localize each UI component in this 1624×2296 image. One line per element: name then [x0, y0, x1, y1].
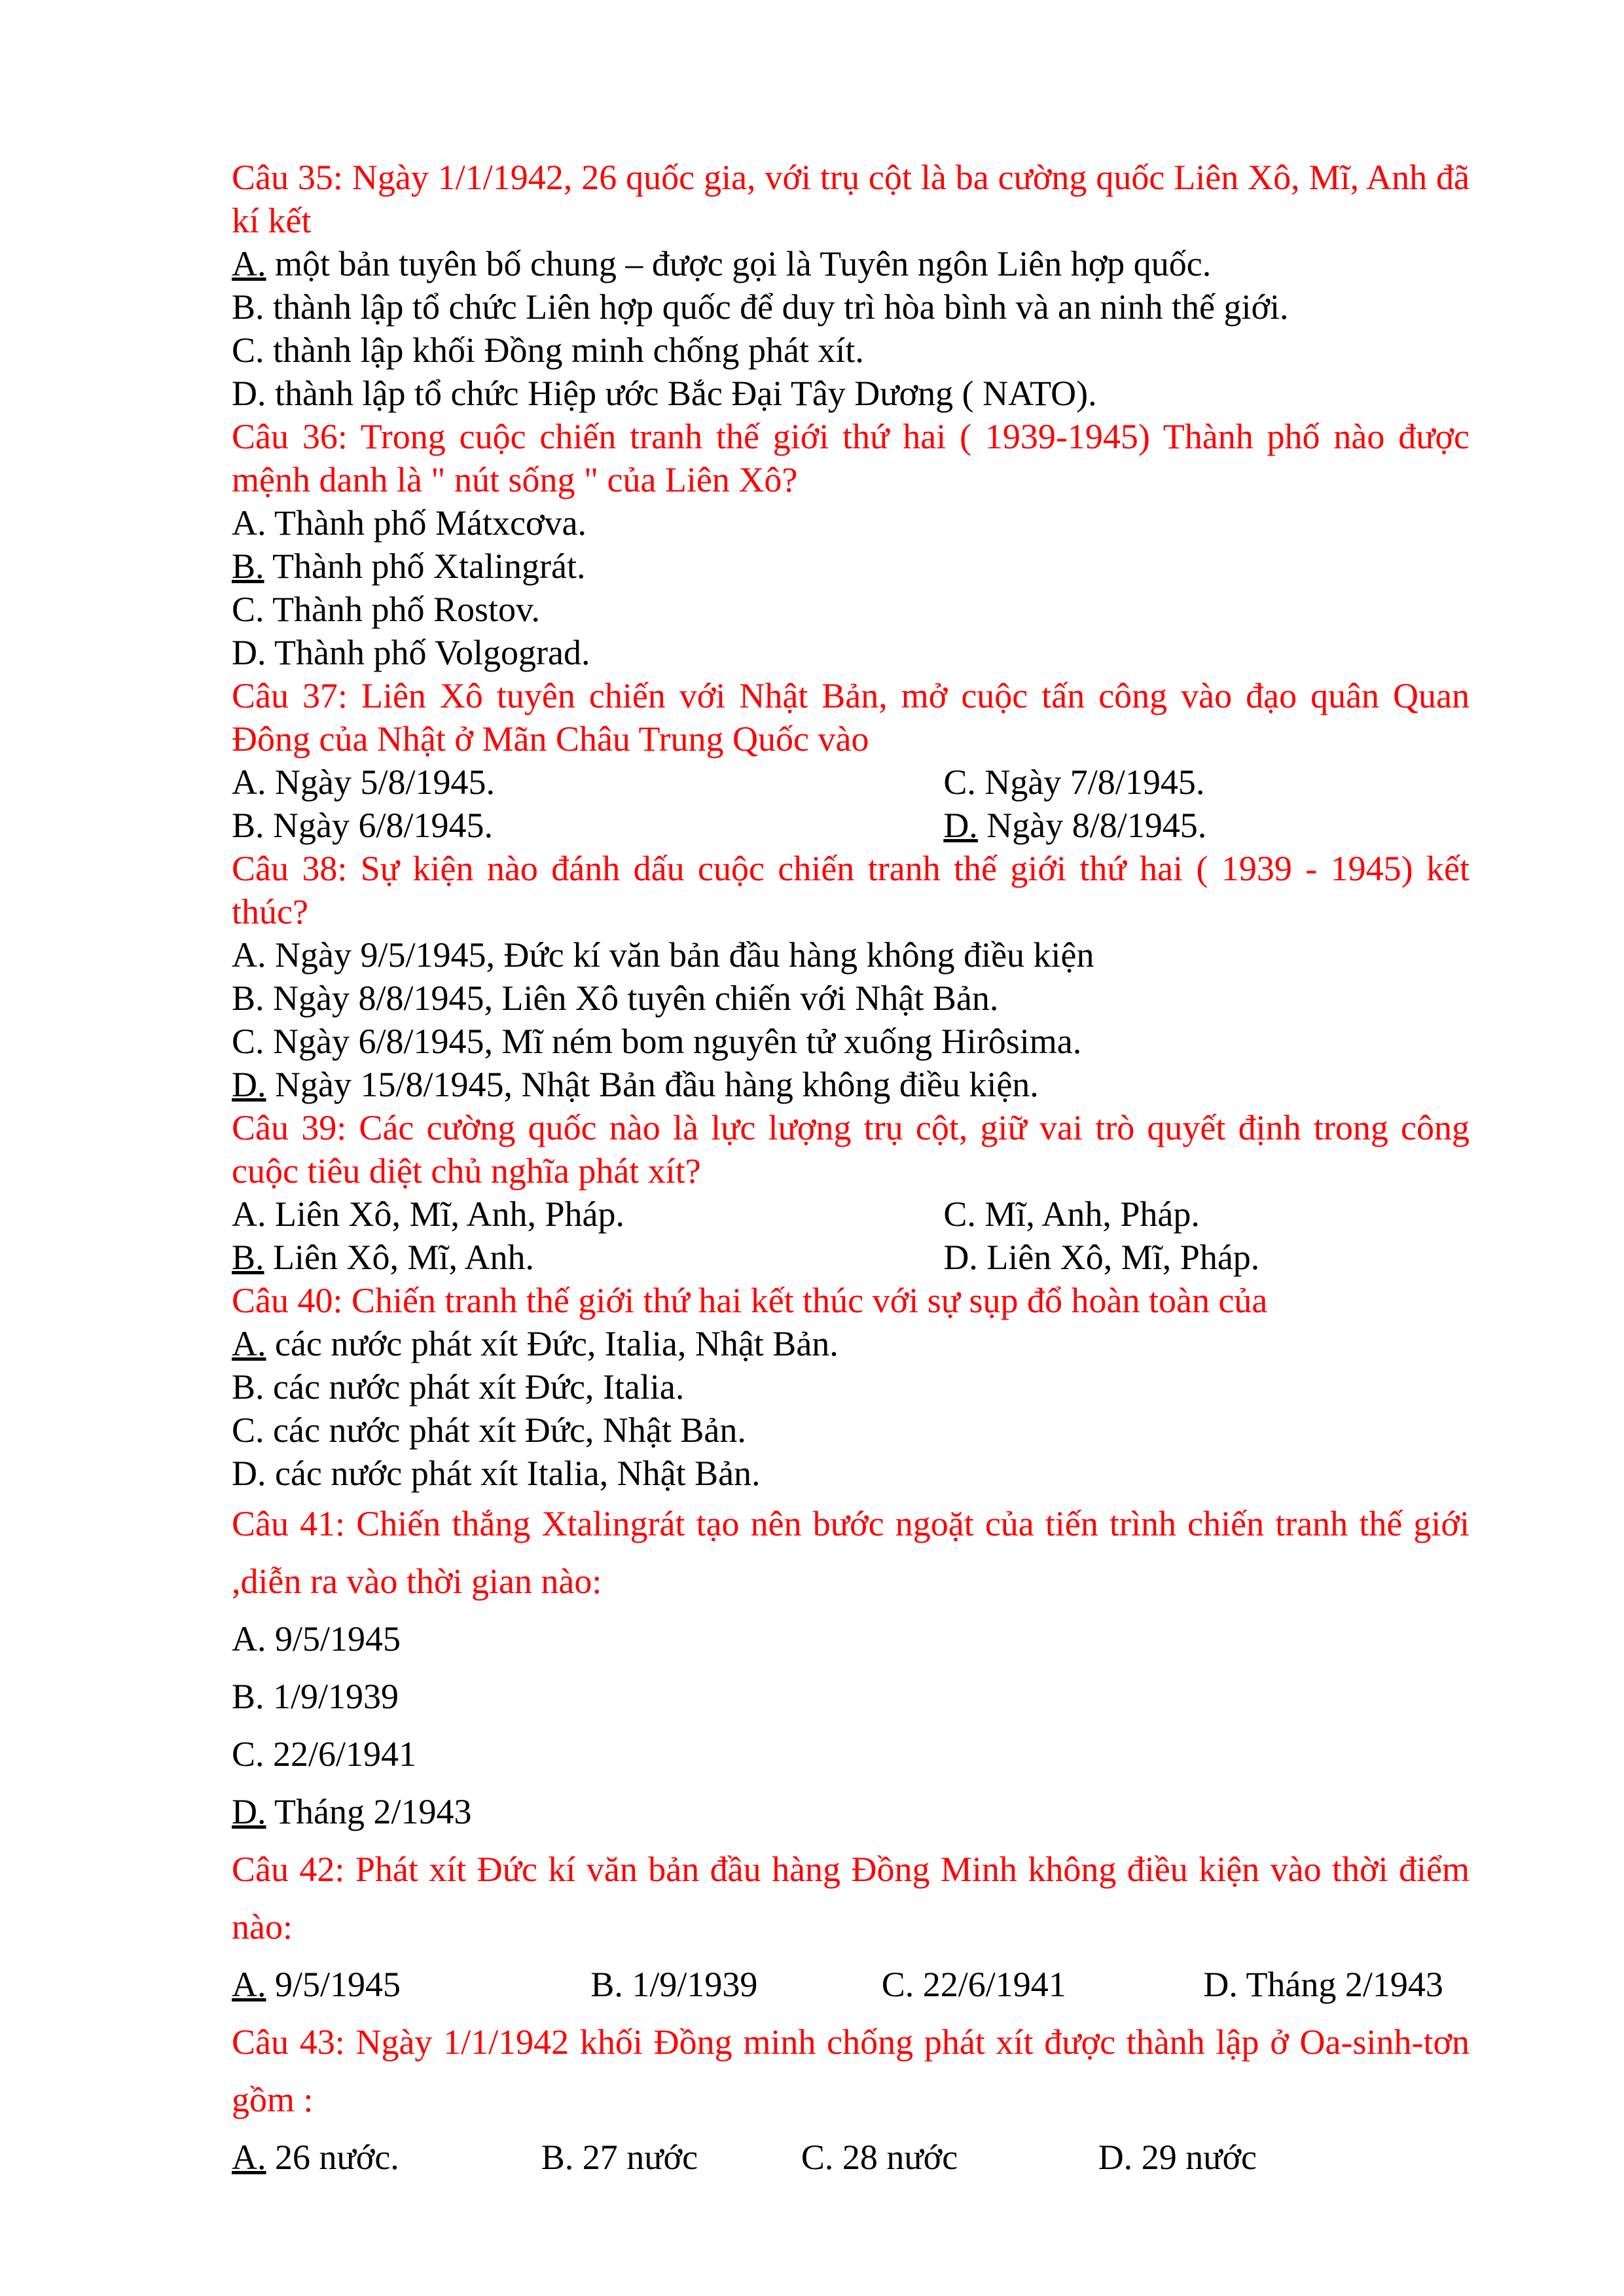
option-text: Ngày 7/8/1945.: [984, 762, 1205, 802]
answer-option: [232, 1956, 590, 2013]
option-letter: A.: [232, 762, 266, 802]
option-row: [232, 1725, 1470, 1783]
answer-option: [232, 804, 943, 847]
option-text: 9/5/1945: [275, 1965, 401, 2004]
answer-option: [541, 2128, 801, 2186]
question-options: [232, 2128, 1470, 2186]
answer-option: [232, 1020, 1470, 1063]
option-row: [232, 285, 1470, 329]
option-row: [232, 2128, 1470, 2186]
option-letter: C.: [232, 1022, 264, 1061]
question-options: [232, 501, 1470, 674]
option-text: các nước phát xít Đức, Italia.: [273, 1367, 685, 1407]
option-letter: C.: [801, 2138, 834, 2177]
answer-option: [882, 1956, 1204, 2013]
answer-option: [1098, 2128, 1470, 2186]
option-letter: C.: [232, 1734, 264, 1774]
answer-option: [232, 631, 1470, 674]
option-row: [232, 1365, 1470, 1408]
answer-option: [232, 2128, 541, 2186]
question-options: [232, 1193, 1470, 1279]
option-row: [232, 1020, 1470, 1063]
option-row: [232, 1956, 1470, 2013]
question-prompt: Câu 36: Trong cuộc chiến tranh thế giới thứ hai ( 1939-1945) Thành phố nào được mệnh danh là " nút sống " của Liên Xô?: [232, 417, 1470, 499]
option-letter: B.: [232, 547, 264, 586]
answer-option: [232, 242, 1470, 285]
option-letter: A.: [232, 1965, 266, 2004]
question-prompt: Câu 38: Sự kiện nào đánh dấu cuộc chiến tranh thế giới thứ hai ( 1939 - 1945) kết thúc?: [232, 849, 1470, 931]
option-text: 28 nước: [842, 2138, 958, 2177]
option-letter: B.: [232, 1677, 264, 1716]
option-letter: A.: [232, 1324, 266, 1363]
option-text: 26 nước.: [275, 2138, 399, 2177]
answer-option: [232, 1365, 1470, 1408]
option-text: 27 nước: [582, 2138, 698, 2177]
option-text: Ngày 9/5/1945, Đức kí văn bản đầu hàng không điều kiện: [275, 935, 1094, 975]
option-row: [232, 1452, 1470, 1495]
option-text: 1/9/1939: [273, 1677, 399, 1716]
option-text: Liên Xô, Mĩ, Pháp.: [986, 1238, 1260, 1277]
option-text: các nước phát xít Italia, Nhật Bản.: [275, 1454, 761, 1493]
option-letter: D.: [232, 1065, 266, 1104]
option-letter: C.: [232, 1410, 264, 1450]
question-prompt: Câu 39: Các cường quốc nào là lực lượng trụ cột, giữ vai trò quyết định trong công cuộc tiêu diệt chủ nghĩa phát xít?: [232, 1108, 1470, 1191]
option-letter: D.: [232, 374, 266, 413]
answer-option: [232, 1322, 1470, 1365]
question-cau-37: [232, 674, 1470, 847]
option-letter: A.: [232, 935, 266, 975]
option-row: [232, 1236, 1470, 1279]
option-row: [232, 1193, 1470, 1236]
answer-option: [943, 804, 1470, 847]
answer-option: [1203, 1956, 1470, 2013]
option-letter: D.: [943, 806, 978, 845]
option-text: Ngày 5/8/1945.: [275, 762, 495, 802]
option-letter: D.: [232, 633, 266, 672]
answer-option: [232, 1783, 1470, 1840]
answer-option: [232, 1610, 1470, 1668]
question-options: [232, 1610, 1470, 1840]
question-cau-38: [232, 847, 1470, 1106]
option-letter: A.: [232, 1619, 266, 1659]
option-letter: A.: [232, 1194, 266, 1234]
question-prompt: Câu 42: Phát xít Đức kí văn bản đầu hàng Đồng Minh không điều kiện vào thời điểm nào:: [232, 1850, 1470, 1946]
option-text: thành lập khối Đồng minh chống phát xít.: [273, 331, 864, 370]
answer-option: [232, 933, 1470, 977]
question-prompt: Câu 43: Ngày 1/1/1942 khối Đồng minh chống phát xít được thành lập ở Oa-sinh-tơn gồm :: [232, 2022, 1470, 2119]
option-text: 29 nước: [1141, 2138, 1257, 2177]
question-prompt: Câu 40: Chiến tranh thế giới thứ hai kết thúc với sự sụp đổ hoàn toàn của: [232, 1281, 1268, 1320]
option-row: [232, 372, 1470, 415]
option-text: Mĩ, Anh, Pháp.: [984, 1194, 1200, 1234]
option-text: Liên Xô, Mĩ, Anh, Pháp.: [275, 1194, 624, 1234]
answer-option: [232, 1668, 1470, 1725]
option-row: [232, 631, 1470, 674]
answer-option: [943, 1193, 1470, 1236]
answer-option: [232, 372, 1470, 415]
option-letter: A.: [232, 244, 266, 283]
question-options: [232, 242, 1470, 415]
option-text: Thành phố Rostov.: [272, 590, 541, 629]
option-text: thành lập tổ chức Hiệp ước Bắc Đại Tây Dương ( NATO).: [275, 374, 1097, 413]
answer-option: [232, 977, 1470, 1020]
option-text: Thành phố Mátxcơva.: [274, 503, 586, 543]
question-prompt: Câu 41: Chiến thắng Xtalingrát tạo nên bước ngoặt của tiến trình chiến tranh thế giới ,diễn ra vào thời gian nào:: [232, 1504, 1470, 1601]
option-text: Thành phố Volgograd.: [274, 633, 590, 672]
question-cau-35: [232, 156, 1470, 415]
option-text: Ngày 15/8/1945, Nhật Bản đầu hàng không điều kiện.: [275, 1065, 1039, 1104]
option-letter: B.: [232, 978, 264, 1018]
answer-option: [590, 1956, 881, 2013]
question-prompt: Câu 35: Ngày 1/1/1942, 26 quốc gia, với trụ cột là ba cường quốc Liên Xô, Mĩ, Anh đã kí kết: [232, 158, 1470, 240]
question-cau-41: [232, 1495, 1470, 1840]
option-row: [232, 1668, 1470, 1725]
option-letter: C.: [943, 1194, 976, 1234]
question-cau-40: [232, 1279, 1470, 1495]
answer-option: [801, 2128, 1098, 2186]
option-row: [232, 501, 1470, 545]
option-letter: B.: [232, 1238, 264, 1277]
option-row: [232, 977, 1470, 1020]
option-letter: B.: [232, 806, 264, 845]
option-letter: B.: [590, 1965, 623, 2004]
option-row: [232, 1610, 1470, 1668]
option-text: Liên Xô, Mĩ, Anh.: [273, 1238, 535, 1277]
option-letter: B.: [541, 2138, 574, 2177]
answer-option: [232, 1193, 943, 1236]
option-text: 9/5/1945: [275, 1619, 401, 1659]
option-text: 1/9/1939: [632, 1965, 758, 2004]
question-options: [232, 1322, 1470, 1495]
answer-option: [232, 1063, 1470, 1106]
option-row: [232, 1408, 1470, 1452]
question-options: [232, 761, 1470, 847]
option-row: [232, 242, 1470, 285]
option-letter: C.: [943, 762, 976, 802]
option-text: Ngày 8/8/1945, Liên Xô tuyên chiến với Nhật Bản.: [273, 978, 999, 1018]
option-letter: D.: [1098, 2138, 1133, 2177]
option-text: Ngày 6/8/1945.: [273, 806, 494, 845]
question-options: [232, 1956, 1470, 2013]
answer-option: [232, 501, 1470, 545]
answer-option: [232, 588, 1470, 631]
answer-option: [232, 329, 1470, 372]
option-text: Tháng 2/1943: [1246, 1965, 1443, 2004]
option-text: một bản tuyên bố chung – được gọi là Tuyên ngôn Liên hợp quốc.: [275, 244, 1212, 283]
option-letter: C.: [232, 331, 264, 370]
question-cau-36: [232, 415, 1470, 674]
option-row: [232, 804, 1470, 847]
option-text: 22/6/1941: [922, 1965, 1066, 2004]
option-letter: A.: [232, 2138, 266, 2177]
option-row: [232, 1063, 1470, 1106]
option-text: 22/6/1941: [273, 1734, 417, 1774]
option-text: Ngày 6/8/1945, Mĩ ném bom nguyên tử xuống Hirôsima.: [273, 1022, 1082, 1061]
answer-option: [232, 285, 1470, 329]
option-letter: D.: [232, 1454, 266, 1493]
option-row: [232, 761, 1470, 804]
option-letter: D.: [1203, 1965, 1238, 2004]
option-row: [232, 1783, 1470, 1840]
answer-option: [943, 761, 1470, 804]
question-cau-42: [232, 1840, 1470, 2013]
option-row: [232, 1322, 1470, 1365]
option-row: [232, 545, 1470, 588]
option-text: các nước phát xít Đức, Italia, Nhật Bản.: [275, 1324, 839, 1363]
option-row: [232, 588, 1470, 631]
option-letter: D.: [232, 1792, 266, 1831]
option-text: thành lập tổ chức Liên hợp quốc để duy trì hòa bình và an ninh thế giới.: [273, 287, 1289, 327]
answer-option: [232, 1408, 1470, 1452]
option-text: Ngày 8/8/1945.: [986, 806, 1207, 845]
option-letter: C.: [881, 1965, 914, 2004]
answer-option: [232, 1236, 943, 1279]
option-text: các nước phát xít Đức, Nhật Bản.: [273, 1410, 746, 1450]
option-letter: A.: [232, 503, 266, 543]
question-options: [232, 933, 1470, 1106]
answer-option: [232, 545, 1470, 588]
option-letter: C.: [232, 590, 264, 629]
option-letter: B.: [232, 1367, 264, 1407]
option-letter: B.: [232, 287, 264, 327]
option-row: [232, 933, 1470, 977]
option-text: Thành phố Xtalingrát.: [272, 547, 586, 586]
question-cau-43: [232, 2013, 1470, 2186]
option-text: Tháng 2/1943: [274, 1792, 472, 1831]
answer-option: [232, 1452, 1470, 1495]
answer-option: [943, 1236, 1470, 1279]
question-prompt: Câu 37: Liên Xô tuyên chiến với Nhật Bản, mở cuộc tấn công vào đạo quân Quan Đông của Nhật ở Mãn Châu Trung Quốc vào: [232, 676, 1470, 759]
option-letter: D.: [943, 1238, 978, 1277]
option-row: [232, 329, 1470, 372]
answer-option: [232, 1725, 1470, 1783]
question-cau-39: [232, 1106, 1470, 1279]
answer-option: [232, 761, 943, 804]
